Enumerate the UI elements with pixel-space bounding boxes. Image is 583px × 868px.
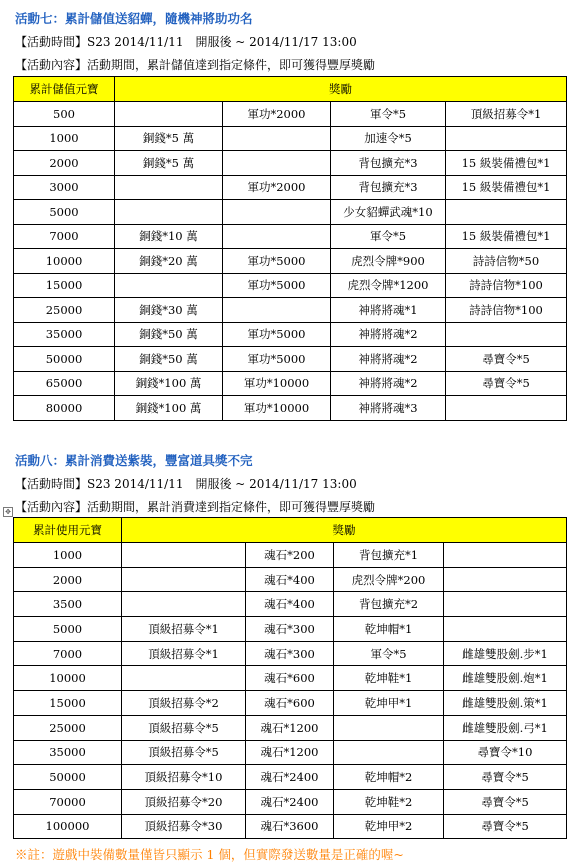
threshold-cell: 2000 [14, 567, 122, 592]
reward-cell: 虎烈令牌*900 [331, 249, 446, 274]
reward-cell: 銅錢*50 萬 [115, 347, 223, 372]
reward-cell: 魂石*2400 [246, 765, 334, 790]
reward-cell [223, 151, 331, 176]
reward-cell: 銅錢*30 萬 [115, 298, 223, 323]
threshold-cell: 3000 [14, 175, 115, 200]
reward-cell [223, 224, 331, 249]
reward-cell: 乾坤帽*1 [334, 617, 444, 642]
reward-cell: 頂級招募令*20 [122, 789, 246, 814]
reward-cell: 魂石*1200 [246, 715, 334, 740]
threshold-cell: 5000 [14, 617, 122, 642]
table-move-handle-icon[interactable]: ✥ [3, 507, 13, 517]
reward-cell: 乾坤甲*2 [334, 814, 444, 839]
reward-cell [115, 102, 223, 127]
reward-cell [444, 592, 567, 617]
reward-cell: 頂級招募令*1 [122, 617, 246, 642]
reward-cell: 魂石*600 [246, 691, 334, 716]
threshold-cell: 35000 [14, 322, 115, 347]
reward-cell: 詩詩信物*50 [446, 249, 567, 274]
reward-cell: 魂石*300 [246, 617, 334, 642]
reward-cell: 尋寶令*5 [444, 789, 567, 814]
reward-cell: 軍令*5 [331, 224, 446, 249]
reward-cell: 尋寶令*5 [444, 765, 567, 790]
reward-cell: 尋寶令*5 [444, 814, 567, 839]
threshold-cell: 50000 [14, 347, 115, 372]
threshold-cell: 25000 [14, 715, 122, 740]
reward-cell [122, 567, 246, 592]
threshold-cell: 100000 [14, 814, 122, 839]
table-row [14, 322, 567, 347]
reward-cell [223, 298, 331, 323]
threshold-cell: 70000 [14, 789, 122, 814]
threshold-cell: 15000 [14, 691, 122, 716]
threshold-cell: 7000 [14, 224, 115, 249]
reward-cell: 銅錢*10 萬 [115, 224, 223, 249]
reward-cell: 尋寶令*10 [444, 740, 567, 765]
table-row [14, 298, 567, 323]
reward-cell: 神將將魂*1 [331, 298, 446, 323]
table-row [14, 715, 567, 740]
reward-cell [444, 543, 567, 568]
reward-cell [446, 200, 567, 225]
footnote: ※註：遊戲中裝備數量僅皆只顯示 1 個，但實際發送數量是正確的喔~ [15, 847, 404, 862]
table-row [14, 666, 567, 691]
table-row [14, 814, 567, 839]
reward-cell [122, 543, 246, 568]
reward-cell: 15 級裝備禮包*1 [446, 151, 567, 176]
threshold-cell: 10000 [14, 249, 115, 274]
reward-cell: 15 級裝備禮包*1 [446, 175, 567, 200]
reward-cell: 背包擴充*3 [331, 175, 446, 200]
table-row [14, 592, 567, 617]
reward-cell: 虎烈令牌*200 [334, 567, 444, 592]
reward-cell [115, 200, 223, 225]
reward-cell: 乾坤甲*1 [334, 691, 444, 716]
event7-content: 【活動內容】活動期間，累計儲值達到指定條件，即可獲得豐厚獎勵 [15, 58, 376, 72]
event7-time: 【活動時間】S23 2014/11/11 開服後 ~ 2014/11/17 13:00 [15, 35, 357, 49]
table-row [14, 789, 567, 814]
reward-cell: 乾坤鞋*2 [334, 789, 444, 814]
table-row [14, 567, 567, 592]
reward-cell: 魂石*600 [246, 666, 334, 691]
reward-cell [446, 322, 567, 347]
reward-cell [446, 126, 567, 151]
reward-cell [446, 396, 567, 421]
reward-cell: 銅錢*5 萬 [115, 126, 223, 151]
header-cumulative-deposit: 累計儲值元寶 [14, 77, 115, 102]
reward-cell [444, 567, 567, 592]
reward-cell [115, 273, 223, 298]
threshold-cell: 10000 [14, 666, 122, 691]
header-reward: 獎勵 [122, 518, 567, 543]
reward-cell: 銅錢*5 萬 [115, 151, 223, 176]
threshold-cell: 1000 [14, 543, 122, 568]
reward-cell: 詩詩信物*100 [446, 298, 567, 323]
reward-cell: 軍功*5000 [223, 347, 331, 372]
table-row [14, 641, 567, 666]
event7-reward-table [13, 76, 567, 421]
table-row [14, 224, 567, 249]
reward-cell: 頂級招募令*5 [122, 740, 246, 765]
reward-cell: 軍功*5000 [223, 273, 331, 298]
event8-time: 【活動時間】S23 2014/11/11 開服後 ~ 2014/11/17 13:00 [15, 477, 357, 491]
table-row [14, 249, 567, 274]
reward-cell: 15 級裝備禮包*1 [446, 224, 567, 249]
table-row [14, 396, 567, 421]
threshold-cell: 25000 [14, 298, 115, 323]
reward-cell [223, 200, 331, 225]
table-row [14, 691, 567, 716]
reward-cell [223, 126, 331, 151]
reward-cell: 軍功*10000 [223, 371, 331, 396]
table-row [14, 175, 567, 200]
event8-title: 活動八：累計消費送紫裝，豐富道具獎不完 [15, 453, 253, 468]
reward-cell: 頂級招募令*2 [122, 691, 246, 716]
threshold-cell: 80000 [14, 396, 115, 421]
threshold-cell: 5000 [14, 200, 115, 225]
reward-cell: 背包擴充*3 [331, 151, 446, 176]
reward-cell [122, 666, 246, 691]
table-row [14, 765, 567, 790]
reward-cell: 頂級招募令*30 [122, 814, 246, 839]
reward-cell: 背包擴充*2 [334, 592, 444, 617]
reward-cell: 頂級招募令*1 [122, 641, 246, 666]
reward-cell: 魂石*400 [246, 567, 334, 592]
reward-cell: 神將將魂*2 [331, 322, 446, 347]
reward-cell: 銅錢*20 萬 [115, 249, 223, 274]
reward-cell: 頂級招募令*5 [122, 715, 246, 740]
reward-cell: 尋寶令*5 [446, 347, 567, 372]
table-row [14, 200, 567, 225]
threshold-cell: 2000 [14, 151, 115, 176]
reward-cell: 魂石*200 [246, 543, 334, 568]
reward-cell: 魂石*1200 [246, 740, 334, 765]
reward-cell: 銅錢*50 萬 [115, 322, 223, 347]
reward-cell: 乾坤帽*2 [334, 765, 444, 790]
reward-cell: 神將將魂*2 [331, 347, 446, 372]
event8-content: 【活動內容】活動期間，累計消費達到指定條件，即可獲得豐厚獎勵 [15, 500, 376, 514]
reward-cell: 軍功*2000 [223, 102, 331, 127]
reward-cell: 軍令*5 [331, 102, 446, 127]
threshold-cell: 500 [14, 102, 115, 127]
table-row [14, 151, 567, 176]
reward-cell: 雌雄雙股劍.炮*1 [444, 666, 567, 691]
reward-cell: 虎烈令牌*1200 [331, 273, 446, 298]
reward-cell [334, 715, 444, 740]
reward-cell: 詩詩信物*100 [446, 273, 567, 298]
table-row [14, 102, 567, 127]
threshold-cell: 1000 [14, 126, 115, 151]
reward-cell: 加速令*5 [331, 126, 446, 151]
reward-cell: 魂石*400 [246, 592, 334, 617]
threshold-cell: 15000 [14, 273, 115, 298]
threshold-cell: 65000 [14, 371, 115, 396]
reward-cell [334, 740, 444, 765]
reward-cell: 雌雄雙股劍.策*1 [444, 691, 567, 716]
reward-cell: 軍功*10000 [223, 396, 331, 421]
reward-cell: 軍功*2000 [223, 175, 331, 200]
table-row [14, 347, 567, 372]
reward-cell: 魂石*3600 [246, 814, 334, 839]
reward-cell: 背包擴充*1 [334, 543, 444, 568]
reward-cell: 頂級招募令*10 [122, 765, 246, 790]
reward-cell: 尋寶令*5 [446, 371, 567, 396]
header-reward: 獎勵 [115, 77, 567, 102]
table-row [14, 273, 567, 298]
table-row [14, 371, 567, 396]
table-row [14, 617, 567, 642]
reward-cell: 軍功*5000 [223, 322, 331, 347]
header-cumulative-spend: 累計使用元寶 [14, 518, 122, 543]
reward-cell: 雌雄雙股劍.步*1 [444, 641, 567, 666]
event7-title: 活動七：累計儲值送貂蟬，隨機神將助功名 [15, 11, 253, 26]
reward-cell: 軍功*5000 [223, 249, 331, 274]
reward-cell: 乾坤鞋*1 [334, 666, 444, 691]
threshold-cell: 7000 [14, 641, 122, 666]
reward-cell [115, 175, 223, 200]
reward-cell: 魂石*2400 [246, 789, 334, 814]
threshold-cell: 3500 [14, 592, 122, 617]
reward-cell: 雌雄雙股劍.弓*1 [444, 715, 567, 740]
reward-cell: 銅錢*100 萬 [115, 396, 223, 421]
reward-cell: 頂級招募令*1 [446, 102, 567, 127]
reward-cell: 神將將魂*2 [331, 371, 446, 396]
threshold-cell: 35000 [14, 740, 122, 765]
event8-reward-table [13, 517, 567, 839]
reward-cell: 神將將魂*3 [331, 396, 446, 421]
reward-cell [444, 617, 567, 642]
reward-cell: 銅錢*100 萬 [115, 371, 223, 396]
table-row [14, 543, 567, 568]
table-row [14, 126, 567, 151]
reward-cell: 軍令*5 [334, 641, 444, 666]
threshold-cell: 50000 [14, 765, 122, 790]
reward-cell: 魂石*300 [246, 641, 334, 666]
reward-cell [122, 592, 246, 617]
table-row [14, 740, 567, 765]
reward-cell: 少女貂蟬武魂*10 [331, 200, 446, 225]
